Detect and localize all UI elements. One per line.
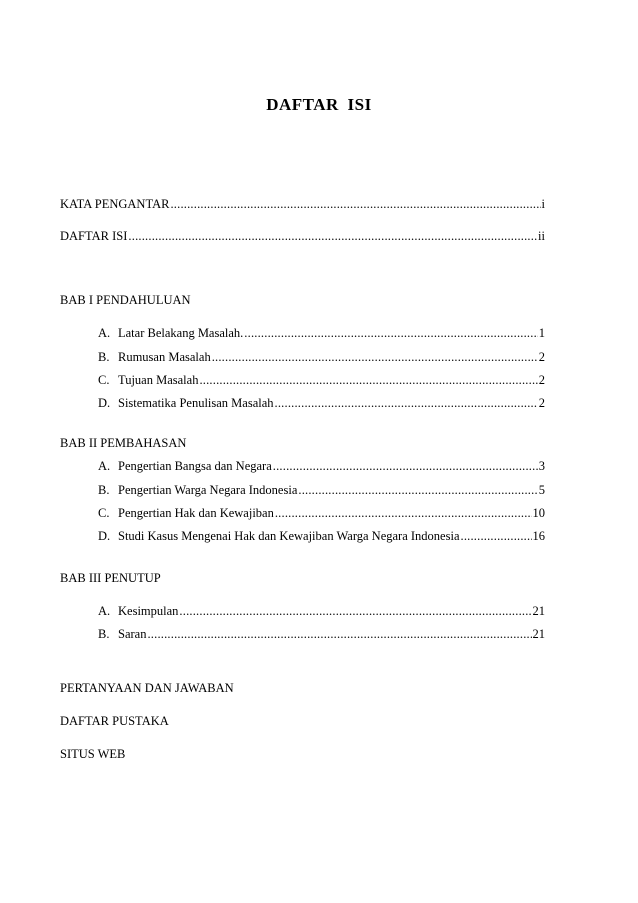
- toc-entry-label: Latar Belakang Masalah.: [118, 326, 244, 340]
- toc-entry-latar-belakang[interactable]: [98, 325, 545, 341]
- toc-entry-page: i: [541, 197, 545, 211]
- dot-leader: [199, 372, 537, 388]
- dot-leader: [275, 395, 538, 411]
- dot-leader: [147, 626, 531, 642]
- toc-entry-page: 1: [538, 326, 545, 340]
- chapter-heading-bab-1[interactable]: BAB I PENDAHULUAN: [60, 293, 191, 307]
- item-letter: C.: [98, 373, 110, 387]
- toc-entry-label: Sistematika Penulisan Masalah: [118, 396, 274, 410]
- toc-entry-rumusan-masalah[interactable]: [98, 349, 545, 365]
- toc-entry-page: 10: [532, 506, 545, 520]
- toc-entry-studi-kasus[interactable]: [98, 528, 545, 544]
- toc-entry-label: Pengertian Warga Negara Indonesia: [118, 483, 298, 497]
- dot-leader: [170, 196, 540, 212]
- item-letter: B.: [98, 350, 110, 364]
- toc-entry-page: 2: [538, 396, 545, 410]
- toc-entry-page: ii: [538, 229, 545, 243]
- item-letter: A.: [98, 326, 111, 340]
- section-heading-situs-web[interactable]: SITUS WEB: [60, 747, 126, 761]
- dot-leader: [461, 528, 532, 544]
- dot-leader: [179, 603, 531, 619]
- toc-entry-page: 21: [532, 604, 545, 618]
- item-letter: B.: [98, 627, 110, 641]
- dot-leader: [212, 349, 538, 365]
- item-letter: A.: [98, 459, 111, 473]
- toc-entry-daftar-isi[interactable]: [60, 228, 545, 244]
- toc-entry-page: 2: [538, 373, 545, 387]
- section-heading-pertanyaan[interactable]: PERTANYAAN DAN JAWABAN: [60, 681, 234, 695]
- toc-entry-label: Studi Kasus Mengenai Hak dan Kewajiban Warga Negara Indonesia: [118, 529, 460, 543]
- toc-entry-label: Tujuan Masalah: [118, 373, 199, 387]
- section-heading-daftar-pustaka[interactable]: DAFTAR PUSTAKA: [60, 714, 169, 728]
- toc-entry-page: 2: [538, 350, 545, 364]
- toc-entry-label: Rumusan Masalah: [118, 350, 211, 364]
- toc-entry-label: DAFTAR ISI: [60, 229, 128, 243]
- toc-entry-label: Saran: [118, 627, 147, 641]
- dot-leader: [275, 505, 532, 521]
- toc-entry-sistematika-penulisan[interactable]: [98, 395, 545, 411]
- page-title: DAFTAR ISI: [266, 95, 372, 114]
- toc-entry-kesimpulan[interactable]: [98, 603, 545, 619]
- dot-leader: [273, 458, 538, 474]
- item-letter: B.: [98, 483, 110, 497]
- toc-entry-label: Pengertian Hak dan Kewajiban: [118, 506, 274, 520]
- toc-entry-pengertian-bangsa[interactable]: [98, 458, 545, 474]
- toc-entry-tujuan-masalah[interactable]: [98, 372, 545, 388]
- item-letter: C.: [98, 506, 110, 520]
- toc-entry-pengertian-hak[interactable]: [98, 505, 545, 521]
- toc-entry-pengertian-warga-negara[interactable]: [98, 482, 545, 498]
- item-letter: A.: [98, 604, 111, 618]
- dot-leader: [298, 482, 537, 498]
- toc-entry-label: Pengertian Bangsa dan Negara: [118, 459, 272, 473]
- toc-entry-page: 3: [538, 459, 545, 473]
- toc-entry-kata-pengantar[interactable]: [60, 196, 545, 212]
- toc-entry-label: KATA PENGANTAR: [60, 197, 170, 211]
- dot-leader: [244, 325, 537, 341]
- toc-entry-page: 16: [532, 529, 545, 543]
- toc-entry-saran[interactable]: [98, 626, 545, 642]
- toc-entry-page: 5: [538, 483, 545, 497]
- dot-leader: [128, 228, 537, 244]
- toc-entry-label: Kesimpulan: [118, 604, 179, 618]
- chapter-heading-bab-2[interactable]: BAB II PEMBAHASAN: [60, 436, 187, 450]
- item-letter: D.: [98, 529, 111, 543]
- toc-entry-page: 21: [532, 627, 545, 641]
- item-letter: D.: [98, 396, 111, 410]
- chapter-heading-bab-3[interactable]: BAB III PENUTUP: [60, 571, 161, 585]
